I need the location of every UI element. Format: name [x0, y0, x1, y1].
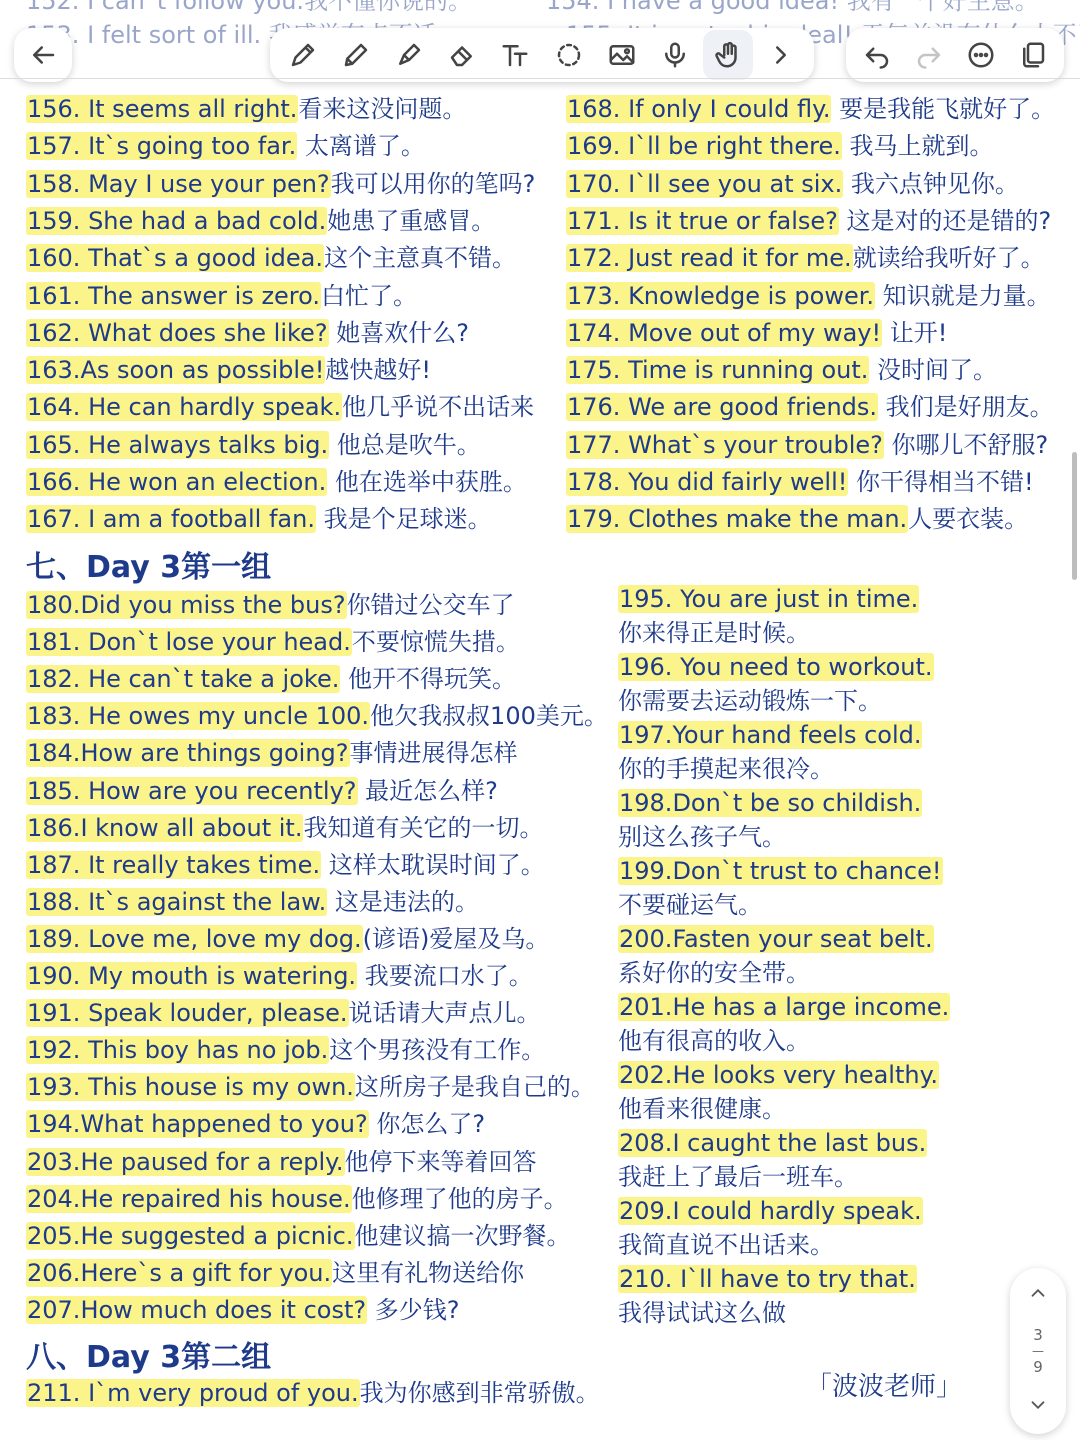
english-phrase: 180.Did you miss the bus?	[27, 591, 346, 619]
chinese-translation: 多少钱?	[367, 1295, 460, 1324]
english-phrase: 181. Don`t lose your head.	[27, 628, 351, 657]
list-item	[26, 959, 533, 993]
pencil-icon[interactable]	[331, 30, 381, 80]
english-phrase: 193. This house is my own.	[27, 1073, 354, 1102]
list-item	[566, 465, 1034, 499]
list-item	[566, 241, 1045, 275]
list-item	[618, 990, 950, 1024]
text-icon[interactable]	[490, 30, 540, 80]
list-item	[26, 241, 516, 275]
chinese-translation: 我六点钟见你。	[843, 169, 1019, 198]
chinese-translation: 没时间了。	[869, 356, 998, 385]
scrollbar[interactable]	[1072, 452, 1077, 580]
section-heading-8: 八、Day 3第二组	[26, 1340, 272, 1375]
english-phrase: 173. Knowledge is power.	[567, 281, 875, 310]
english-phrase: 156. It seems all right.	[27, 95, 298, 123]
list-item	[26, 316, 469, 350]
toolbar-divider	[0, 78, 1080, 79]
chinese-translation: 他几乎说不出话来	[342, 393, 535, 422]
english-phrase: 158. May I use your pen?	[27, 169, 330, 198]
list-item	[26, 811, 543, 845]
list-item	[618, 854, 943, 888]
english-phrase: 199.Don`t trust to chance!	[619, 857, 942, 885]
chinese-translation: 系好你的安全带。	[618, 959, 810, 987]
english-phrase: 198.Don`t be so childish.	[619, 789, 922, 817]
list-item	[566, 502, 1028, 536]
chinese-translation: 知识就是力量。	[875, 281, 1051, 310]
list-item	[566, 279, 1051, 313]
list-item	[618, 650, 934, 684]
english-phrase: 160. That`s a good idea.	[27, 244, 323, 273]
chinese-translation: 我是个足球迷。	[315, 505, 492, 534]
english-phrase: 162. What does she like?	[27, 318, 328, 347]
english-phrase: 176. We are good friends.	[567, 393, 878, 422]
english-phrase: 164. He can hardly speak.	[27, 393, 342, 422]
chinese-translation: 他欠我叔叔100美元。	[370, 702, 608, 731]
english-phrase: 167. I am a football fan.	[27, 505, 315, 534]
chevron-up-icon	[1027, 1282, 1049, 1304]
english-phrase: 170. I`ll see you at six.	[567, 169, 843, 198]
english-phrase: 190. My mouth is watering.	[27, 962, 357, 990]
list-item	[26, 922, 549, 956]
chinese-translation: 就读给我听好了。	[852, 244, 1045, 273]
english-phrase: 196. You need to workout.	[619, 653, 933, 681]
chinese-translation: 你干得相当不错!	[848, 468, 1034, 496]
pen-icon[interactable]	[278, 30, 328, 80]
english-phrase: 186.I know all about it.	[27, 813, 303, 842]
chinese-translation: 他看来很健康。	[618, 1095, 786, 1123]
list-item	[26, 774, 498, 808]
english-phrase: 194.What happened to you?	[27, 1110, 368, 1139]
section-heading-7: 七、Day 3第一组	[26, 550, 272, 585]
list-item	[26, 204, 495, 238]
chinese-translation: 你哪儿不舒服?	[883, 430, 1049, 459]
list-item	[26, 996, 541, 1030]
chinese-translation: 说话请大声点儿。	[348, 999, 541, 1028]
chinese-translation: 让开!	[882, 318, 948, 347]
signature: 「波波老师」	[806, 1372, 963, 1402]
arrow-left-icon	[18, 30, 68, 80]
chinese-translation: 太离谱了。	[297, 132, 425, 161]
list-item	[26, 390, 534, 424]
list-item	[26, 279, 417, 313]
chinese-translation: 白忙了。	[321, 281, 418, 310]
list-item	[26, 662, 516, 696]
list-item	[566, 204, 1051, 238]
english-phrase: 159. She had a bad cold.	[27, 206, 327, 235]
chinese-translation: 我可以用你的笔吗?	[330, 169, 536, 198]
english-phrase: 209.I could hardly speak.	[619, 1197, 922, 1225]
english-phrase: 179. Clothes make the man.	[567, 505, 908, 534]
english-phrase: 188. It`s against the law.	[27, 887, 327, 916]
list-item	[26, 848, 545, 882]
chevron-right-icon[interactable]	[756, 30, 806, 80]
list-item	[618, 1262, 917, 1296]
english-phrase: 163.As soon as possible!	[27, 356, 325, 385]
back-button[interactable]	[14, 28, 72, 82]
chinese-translation: 他有很高的收入。	[618, 1027, 810, 1055]
list-item	[26, 428, 481, 462]
chinese-translation: 这是对的还是错的?	[838, 206, 1052, 235]
english-phrase: 189. Love me, love my dog.	[27, 924, 362, 953]
list-item	[26, 1256, 524, 1290]
list-item	[566, 390, 1054, 424]
list-item	[26, 1182, 568, 1216]
more-icon[interactable]	[956, 30, 1006, 80]
chinese-translation: 他总是吹牛。	[329, 430, 481, 459]
list-item-211: 211. I`m very proud of you.我为你感到非常骄傲。	[27, 1379, 600, 1407]
drawing-toolbar	[270, 28, 814, 82]
chinese-translation: 你来得正是时候。	[618, 619, 810, 647]
list-item	[26, 92, 466, 126]
list-item	[26, 885, 479, 919]
chinese-translation: 她患了重感冒。	[327, 206, 496, 235]
chevron-down-icon	[1027, 1394, 1049, 1416]
page-navigator	[1010, 1268, 1066, 1434]
english-phrase: 178. You did fairly well!	[567, 468, 848, 496]
chinese-translation: 你怎么了?	[368, 1110, 486, 1139]
mic-icon[interactable]	[650, 30, 700, 80]
chinese-translation: 我要流口水了。	[357, 962, 533, 990]
english-phrase: 202.He looks very healthy.	[619, 1061, 938, 1089]
lasso-icon[interactable]	[544, 30, 594, 80]
chinese-translation: 最近怎么样?	[357, 776, 498, 805]
list-item	[26, 353, 431, 387]
english-phrase: 161. The answer is zero.	[27, 281, 321, 310]
english-phrase: 187. It really takes time.	[27, 850, 321, 879]
list-item	[26, 1293, 459, 1327]
pages-icon[interactable]	[1008, 30, 1058, 80]
page-down-button[interactable]	[1027, 1394, 1049, 1420]
english-phrase: 207.How much does it cost?	[27, 1295, 367, 1324]
list-item	[26, 1033, 545, 1067]
list-item	[26, 1107, 485, 1141]
actions-toolbar	[846, 28, 1064, 82]
total-pages: 9	[1033, 1358, 1043, 1376]
english-phrase: 200.Fasten your seat belt.	[619, 925, 933, 953]
list-item	[618, 786, 922, 820]
english-phrase: 171. Is it true or false?	[567, 206, 838, 235]
chinese-translation: 她喜欢什么?	[328, 318, 469, 347]
list-item	[26, 699, 608, 733]
chinese-translation: 人要衣装。	[908, 505, 1029, 534]
english-phrase: 185. How are you recently?	[27, 776, 357, 805]
english-phrase: 206.Here`s a gift for you.	[27, 1258, 332, 1287]
english-phrase: 172. Just read it for me.	[567, 244, 852, 273]
list-item	[566, 129, 994, 163]
list-item	[618, 922, 934, 956]
list-item	[566, 167, 1019, 201]
list-item	[618, 718, 922, 752]
english-phrase: 210. I`ll have to try that.	[619, 1265, 916, 1293]
chinese-translation: 不要惊慌失措。	[351, 628, 520, 657]
list-item	[566, 316, 947, 350]
redo-icon[interactable]	[904, 30, 954, 80]
english-phrase: 208.I caught the last bus.	[619, 1129, 927, 1157]
list-item	[26, 588, 515, 622]
highlighter-icon[interactable]	[384, 30, 434, 80]
chinese-translation: 他修理了他的房子。	[351, 1184, 568, 1213]
chinese-translation: 你错过公交车了	[346, 591, 515, 619]
chinese-translation: 事情进展得怎样	[349, 739, 518, 768]
list-item	[566, 428, 1048, 462]
list-item	[26, 167, 535, 201]
english-phrase: 203.He paused for a reply.	[27, 1147, 344, 1176]
list-item	[26, 1219, 571, 1253]
chinese-translation: 我知道有关它的一切。	[303, 813, 544, 842]
english-phrase: 205.He suggested a picnic.	[27, 1221, 354, 1250]
current-page: 3	[1033, 1326, 1043, 1344]
english-phrase: 191. Speak louder, please.	[27, 999, 348, 1028]
english-phrase: 166. He won an election.	[27, 468, 327, 496]
eraser-icon[interactable]	[437, 30, 487, 80]
english-phrase: 182. He can`t take a joke.	[27, 665, 340, 694]
chinese-translation: 我得试试这么做	[618, 1299, 786, 1327]
chinese-translation: 这所房子是我自己的。	[354, 1073, 595, 1102]
chinese-translation: 这里有礼物送给你	[332, 1258, 525, 1287]
chinese-translation: 我赶上了最后一班车。	[618, 1163, 858, 1191]
chinese-translation: 我简直说不出话来。	[618, 1231, 834, 1259]
list-item	[618, 1194, 923, 1228]
english-phrase: 195. You are just in time.	[619, 585, 919, 613]
chinese-translation: 这个男孩没有工作。	[329, 1036, 546, 1065]
chinese-translation: (谚语)爱屋及乌。	[362, 924, 550, 953]
list-item	[26, 502, 492, 536]
page-separator: —	[1032, 1344, 1044, 1358]
hand-touch-icon[interactable]	[703, 30, 753, 80]
chinese-translation: 你的手摸起来很冷。	[618, 755, 834, 783]
english-phrase: 165. He always talks big.	[27, 430, 329, 459]
chinese-translation: 他开不得玩笑。	[340, 665, 516, 694]
chinese-translation: 这样太耽误时间了。	[321, 850, 545, 879]
english-phrase: 157. It`s going too far.	[27, 132, 297, 161]
chinese-translation: 不要碰运气。	[618, 891, 762, 919]
page-up-button[interactable]	[1027, 1282, 1049, 1308]
list-item	[26, 1070, 595, 1104]
list-item	[566, 92, 1055, 126]
chinese-translation: 看来这没问题。	[298, 95, 467, 123]
list-item	[618, 1058, 939, 1092]
english-phrase: 168. If only I could fly.	[567, 95, 831, 123]
chinese-translation: 我马上就到。	[841, 132, 994, 161]
english-phrase: 174. Move out of my way!	[567, 318, 882, 347]
english-phrase: 184.How are things going?	[27, 739, 349, 768]
list-item	[618, 1126, 927, 1160]
chinese-translation: 他建议搞一次野餐。	[354, 1221, 571, 1250]
image-icon[interactable]	[597, 30, 647, 80]
english-phrase: 201.He has a large income.	[619, 993, 950, 1021]
chinese-translation: 这是违法的。	[327, 887, 479, 916]
chinese-translation: 这个主意真不错。	[324, 244, 516, 273]
chinese-translation: 越快越好!	[325, 356, 432, 385]
chinese-translation: 他停下来等着回答	[344, 1147, 537, 1176]
undo-icon[interactable]	[852, 30, 902, 80]
list-item	[26, 736, 518, 770]
english-phrase: 197.Your hand feels cold.	[619, 721, 922, 749]
list-item	[26, 465, 527, 499]
english-phrase: 175. Time is running out.	[567, 356, 869, 385]
list-item	[26, 1145, 537, 1179]
chinese-translation: 要是我能飞就好了。	[831, 95, 1056, 123]
list-item	[26, 129, 425, 163]
english-phrase: 204.He repaired his house.	[27, 1184, 351, 1213]
english-phrase: 177. What`s your trouble?	[567, 430, 883, 459]
chinese-translation: 我们是好朋友。	[878, 393, 1054, 422]
english-phrase: 183. He owes my uncle 100.	[27, 702, 370, 731]
list-item	[618, 582, 919, 616]
list-item	[566, 353, 997, 387]
list-item	[26, 625, 520, 659]
chinese-translation: 你需要去运动锻炼一下。	[618, 687, 882, 715]
chinese-translation: 别这么孩子气。	[618, 823, 786, 851]
chinese-translation: 他在选举中获胜。	[327, 468, 527, 496]
english-phrase: 169. I`ll be right there.	[567, 132, 841, 161]
english-phrase: 192. This boy has no job.	[27, 1036, 329, 1065]
